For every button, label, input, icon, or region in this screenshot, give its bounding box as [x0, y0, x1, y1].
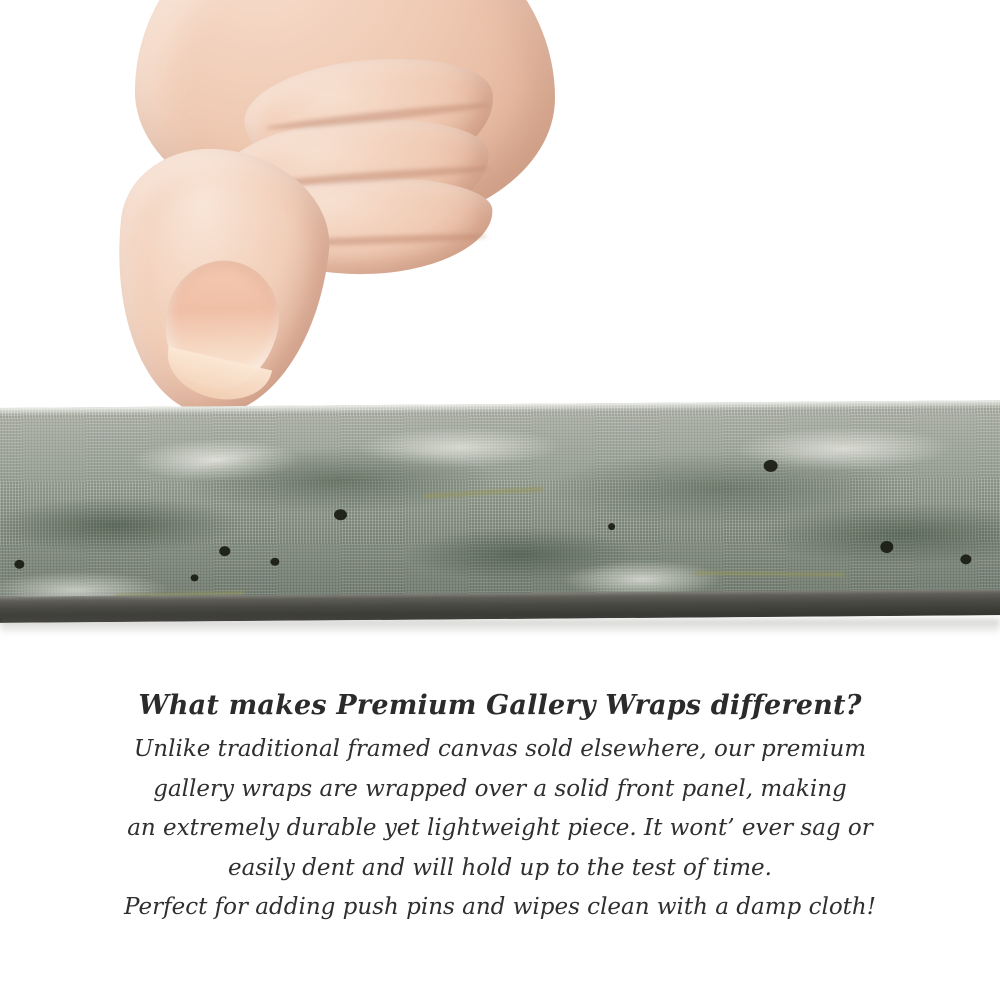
canvas-speck — [270, 558, 279, 566]
caption-line: Perfect for adding push pins and wipes clean with a damp cloth! — [124, 894, 876, 921]
caption-block — [0, 690, 1000, 923]
caption-body — [0, 734, 1000, 923]
canvas-speck — [608, 523, 615, 530]
canvas-speck — [14, 560, 24, 569]
caption-heading: What makes Premium Gallery Wraps different? — [138, 690, 862, 721]
canvas-drop-shadow — [0, 619, 1000, 635]
caption-line: Unlike traditional framed canvas sold elsewhere, our premium — [133, 736, 867, 762]
canvas-speck — [190, 574, 198, 581]
canvas-speck — [219, 546, 230, 556]
canvas-speck — [960, 554, 971, 564]
canvas-speck — [334, 509, 347, 520]
caption-line: an extremely durable yet lightweight piece. It wont’ ever sag or — [127, 815, 873, 842]
caption-line: easily dent and will hold up to the test of time. — [228, 854, 772, 881]
canvas-wrap-edge — [0, 400, 1000, 623]
canvas-speck — [880, 541, 893, 553]
hand-illustration — [95, 0, 565, 440]
caption-line: gallery wraps are wrapped over a solid front panel, making — [153, 775, 847, 802]
canvas-speck — [764, 460, 778, 472]
